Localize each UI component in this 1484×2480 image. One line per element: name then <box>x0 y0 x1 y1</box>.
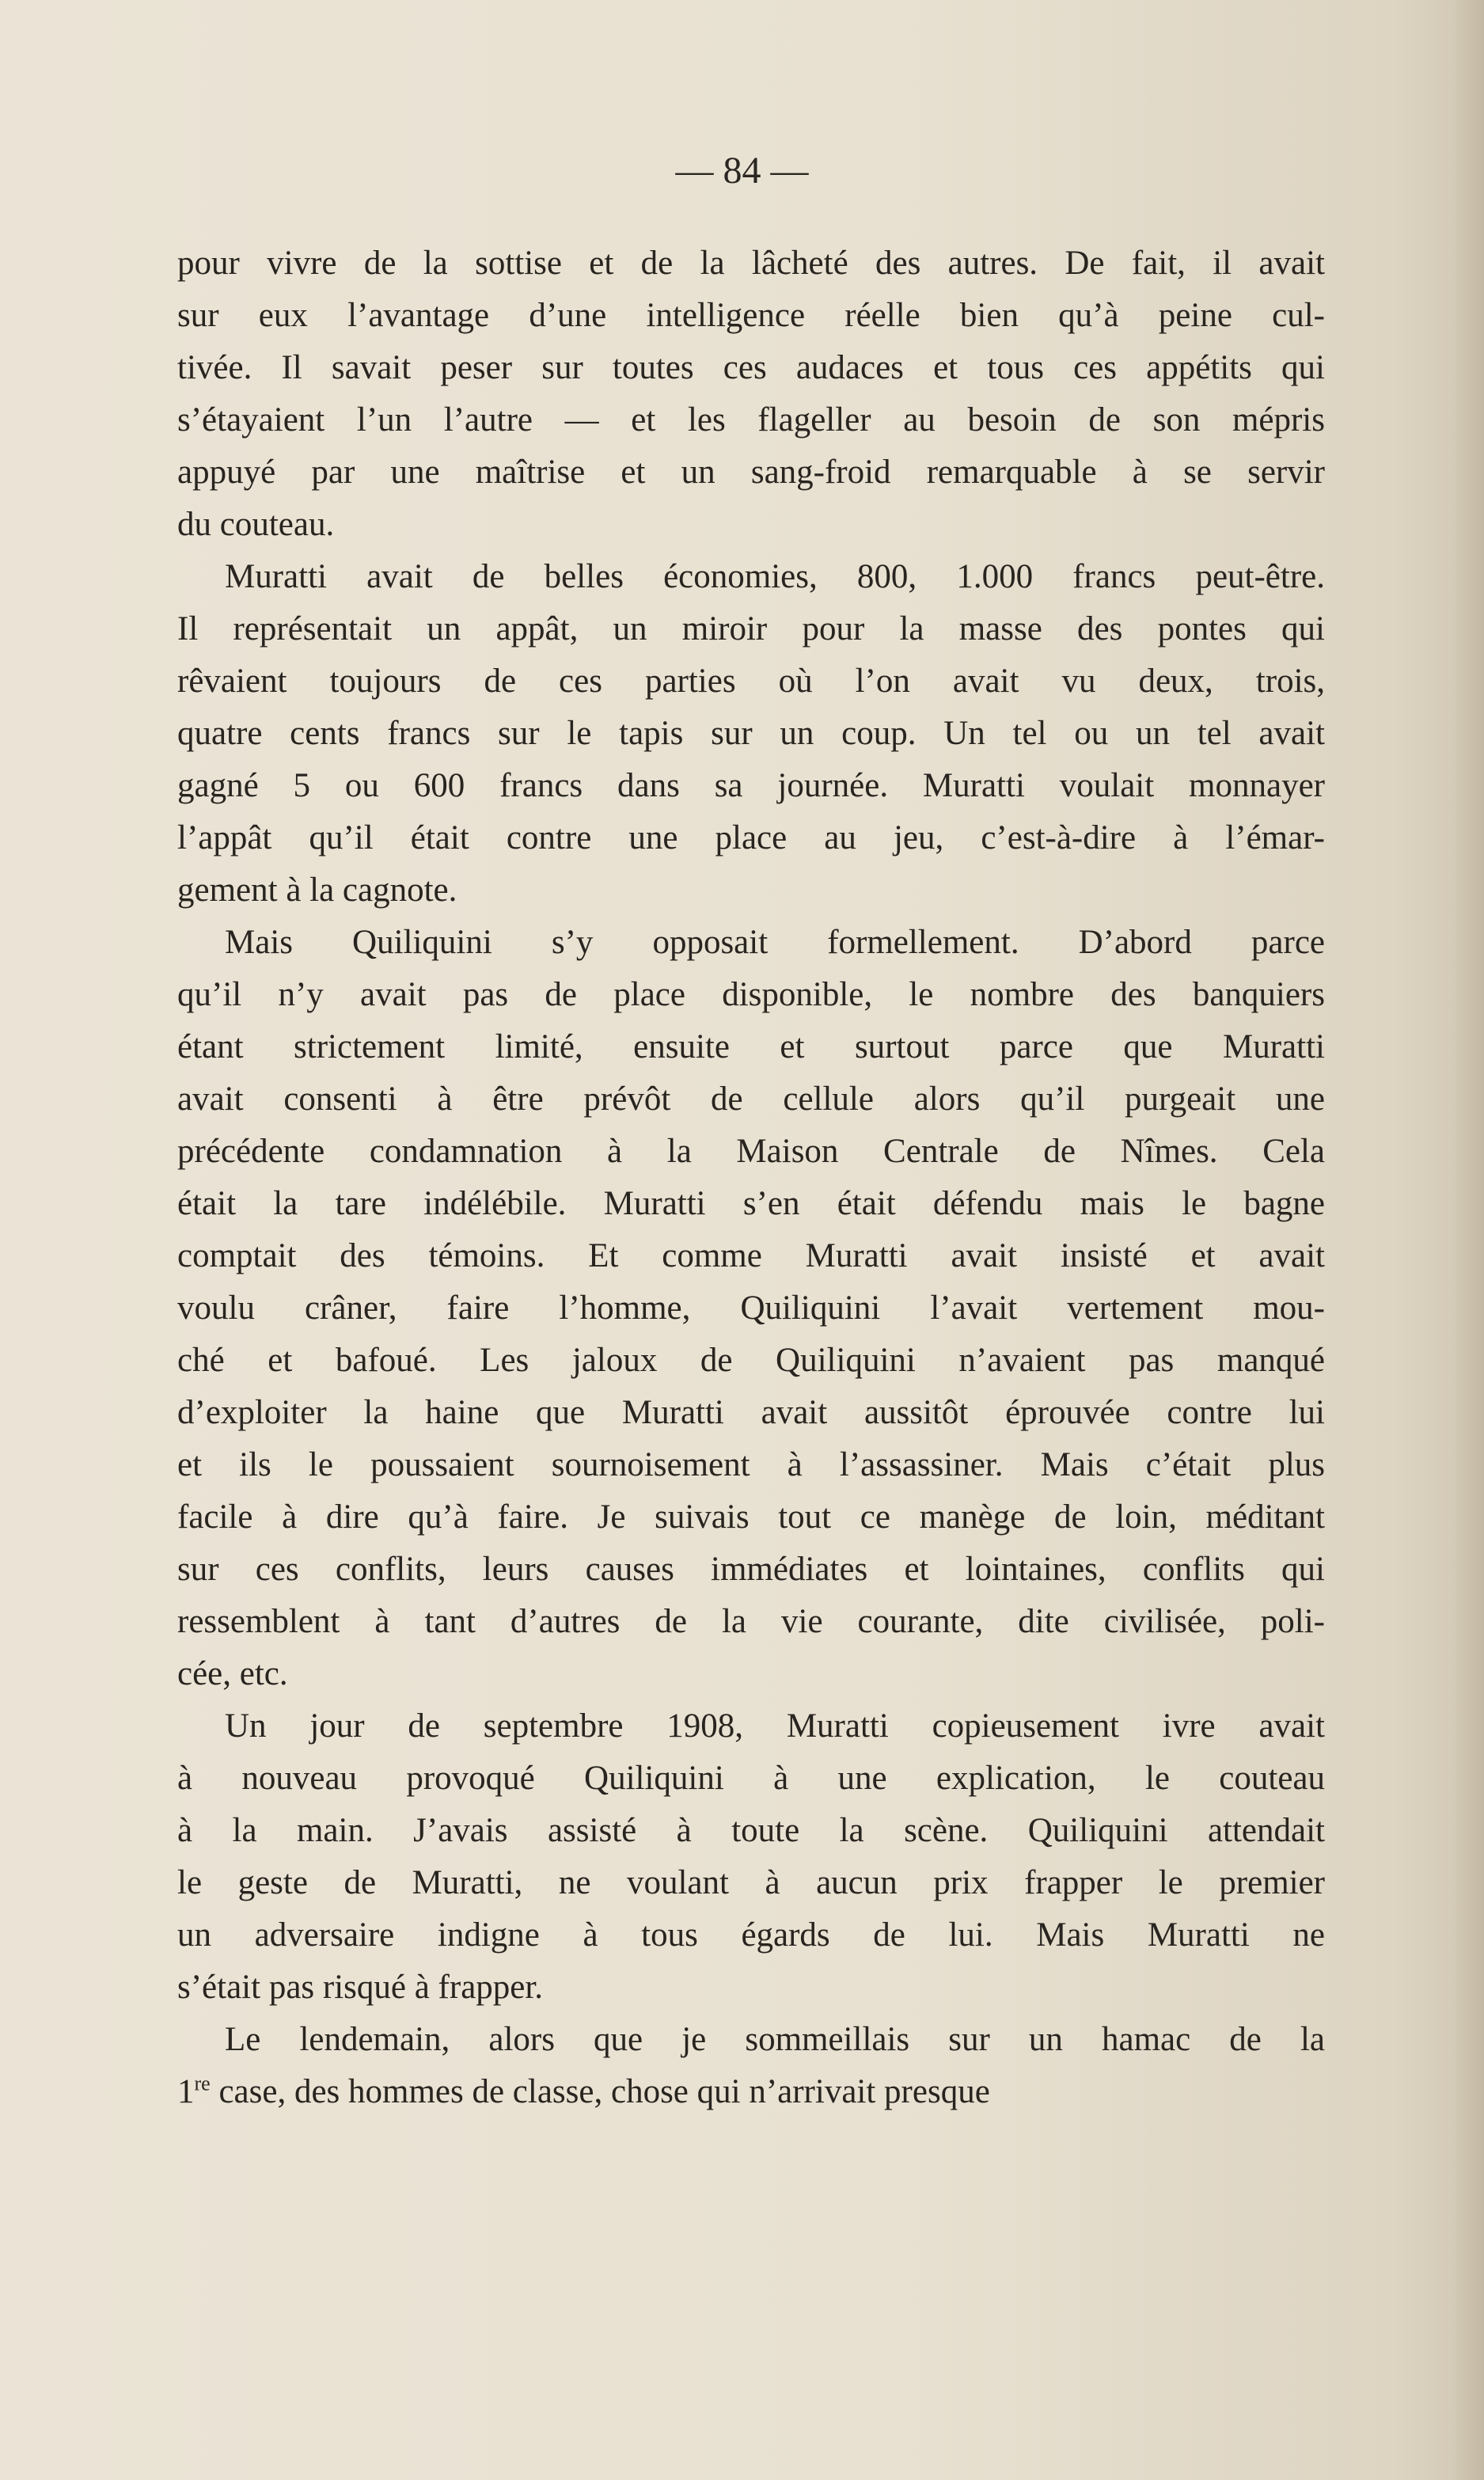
text-line: était la tare indélébile. Muratti s’en était défendu mais le bagne <box>177 1185 1325 1222</box>
text-line: gement à la cagnote. <box>177 872 457 909</box>
text-line: du couteau. <box>177 506 335 543</box>
text-line: d’exploiter la haine que Muratti avait aussitôt éprouvée contre lui <box>177 1394 1325 1431</box>
text-line: sur ces conflits, leurs causes immédiates et lointaines, conflits qui <box>177 1551 1325 1588</box>
text-line: et ils le poussaient sournoisement à l’assassiner. Mais c’était plus <box>177 1446 1325 1483</box>
text-line: ressemblent à tant d’autres de la vie courante, dite civilisée, poli- <box>177 1603 1325 1640</box>
text-line: Il représentait un appât, un miroir pour la masse des pontes qui <box>177 610 1325 648</box>
text-line: ché et bafoué. Les jaloux de Quiliquini n’avaient pas manqué <box>177 1342 1325 1379</box>
text-line: facile à dire qu’à faire. Je suivais tout ce manège de loin, méditant <box>177 1498 1325 1536</box>
text-line: rêvaient toujours de ces parties où l’on avait vu deux, trois, <box>177 663 1325 700</box>
text-line: s’étayaient l’un l’autre — et les flageller au besoin de son mépris <box>177 401 1325 439</box>
text-line: un adversaire indigne à tous égards de lui. Mais Muratti ne <box>177 1916 1325 1954</box>
paragraph-4 <box>177 1700 1325 2014</box>
ordinal-superscript: re <box>194 2072 211 2095</box>
text-line: Mais Quiliquini s’y opposait formellement. D’abord parce <box>225 924 1325 961</box>
paragraph-1 <box>177 237 1325 551</box>
paragraph-3 <box>177 917 1325 1700</box>
body-text <box>177 237 1325 2118</box>
text-line: étant strictement limité, ensuite et surtout parce que Muratti <box>177 1028 1325 1065</box>
text-line: s’était pas risqué à frapper. <box>177 1969 544 2006</box>
paragraph-5 <box>177 2014 1325 2118</box>
text-line: Muratti avait de belles économies, 800, 1.000 francs peut-être. <box>225 558 1325 595</box>
text-line: Un jour de septembre 1908, Muratti copieusement ivre avait <box>225 1707 1325 1745</box>
text-line: voulu crâner, faire l’homme, Quiliquini l’avait vertement mou- <box>177 1289 1325 1327</box>
text-line: à nouveau provoqué Quiliquini à une explication, le couteau <box>177 1760 1325 1797</box>
text-line: le geste de Muratti, ne voulant à aucun prix frapper le premier <box>177 1864 1325 1901</box>
text-line: pour vivre de la sottise et de la lâcheté des autres. De fait, il avait <box>177 245 1325 282</box>
ordinal-number: 1 <box>177 2073 195 2110</box>
text-line: à la main. J’avais assisté à toute la scène. Quiliquini attendait <box>177 1812 1325 1849</box>
text-line-with-superscript <box>177 2066 1325 2118</box>
text-line: Le lendemain, alors que je sommeillais sur un hamac de la <box>225 2021 1325 2058</box>
text-line: comptait des témoins. Et comme Muratti avait insisté et avait <box>177 1237 1325 1274</box>
page-number: — 84 — <box>675 150 809 192</box>
text-line: appuyé par une maîtrise et un sang-froid remarquable à se servir <box>177 454 1325 491</box>
page-edge-shadow <box>1452 0 1484 2480</box>
text-line: avait consenti à être prévôt de cellule alors qu’il purgeait une <box>177 1080 1325 1118</box>
paragraph-2 <box>177 551 1325 917</box>
text-line: qu’il n’y avait pas de place disponible, le nombre des banquiers <box>177 976 1325 1013</box>
text-line: tivée. Il savait peser sur toutes ces audaces et tous ces appétits qui <box>177 349 1325 386</box>
text-line: sur eux l’avantage d’une intelligence réelle bien qu’à peine cul- <box>177 297 1325 334</box>
text-line: l’appât qu’il était contre une place au jeu, c’est-à-dire à l’émar- <box>177 819 1325 856</box>
text-line: quatre cents francs sur le tapis sur un coup. Un tel ou un tel avait <box>177 715 1325 752</box>
text-line: gagné 5 ou 600 francs dans sa journée. Muratti voulait monnayer <box>177 767 1325 804</box>
text-line-rest: case, des hommes de classe, chose qui n’arrivait presque <box>210 2073 990 2110</box>
text-line: précédente condamnation à la Maison Centrale de Nîmes. Cela <box>177 1133 1325 1170</box>
text-line: cée, etc. <box>177 1655 288 1692</box>
